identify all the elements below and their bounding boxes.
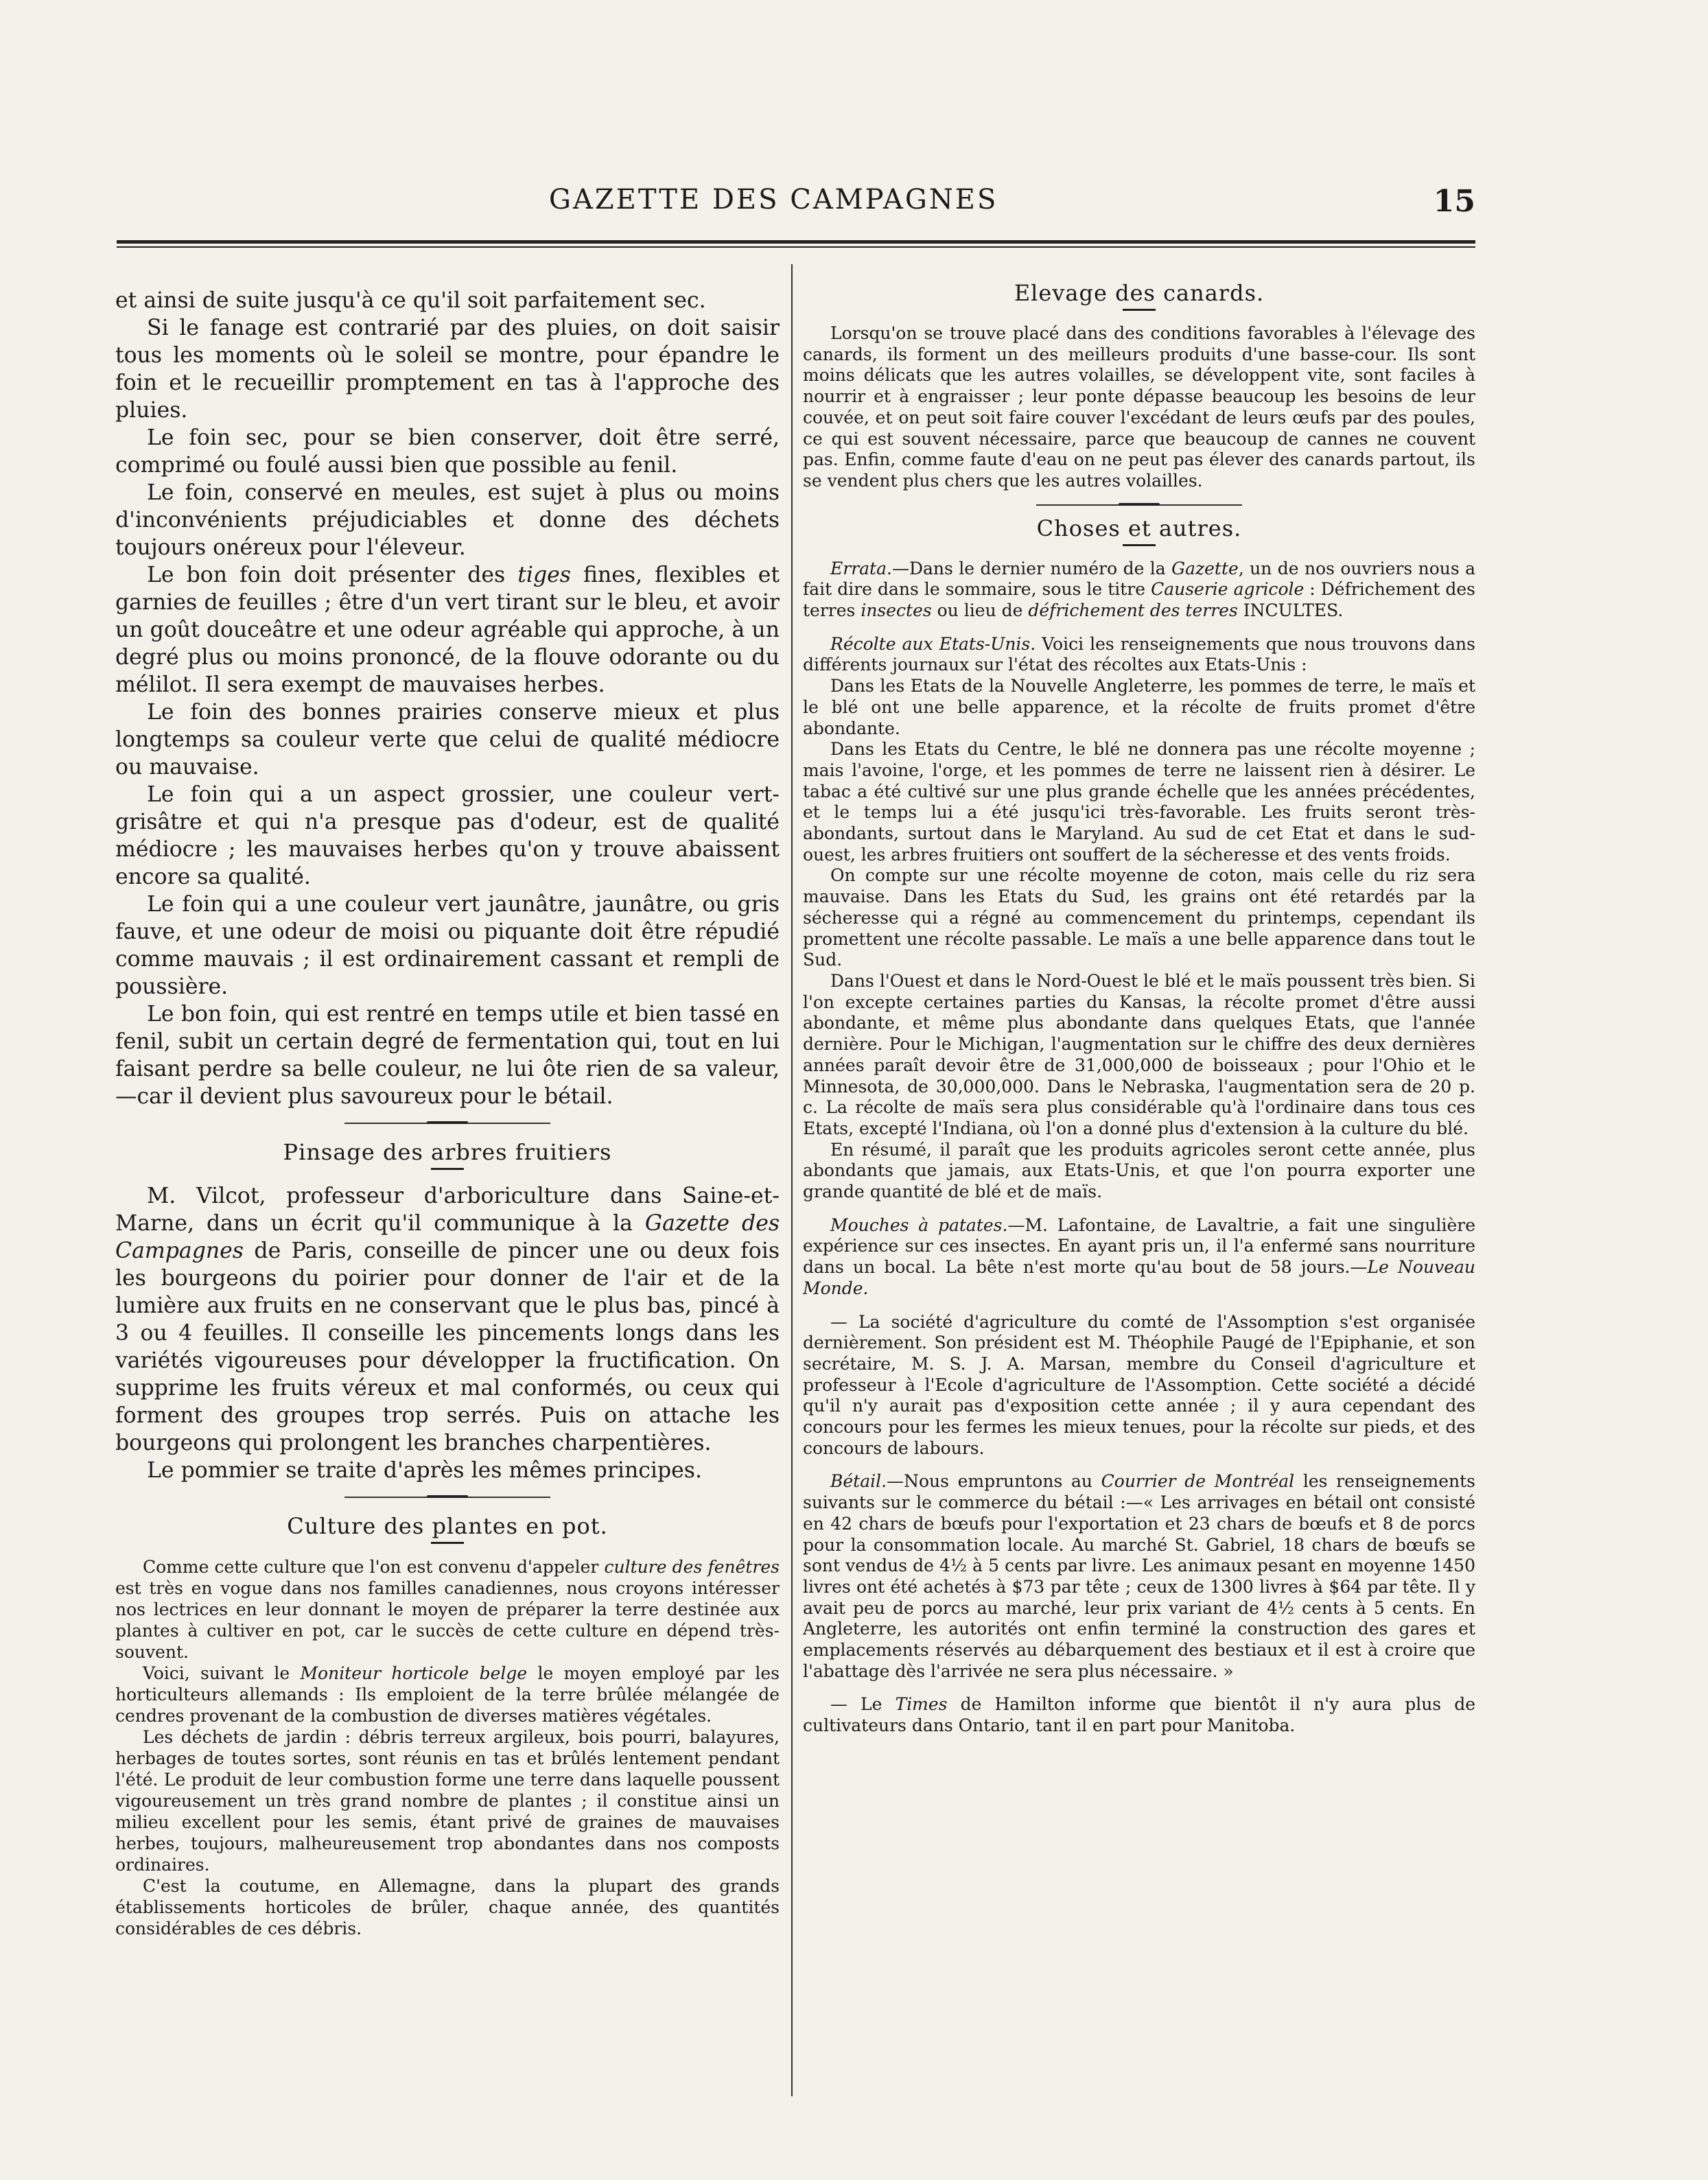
section-title: Pinsage des arbres fruitiers — [283, 1139, 612, 1165]
paragraph: et ainsi de suite jusqu'à ce qu'il soit parfaitement sec. — [115, 288, 706, 313]
section-title: Culture des plantes en pot. — [287, 1513, 608, 1539]
paragraph: Voici, suivant le Moniteur horticole belge le moyen employé par les horticulteurs allemands : Ils emploient de la terre brûlée mélangée de cendres provenant de la combustion de diverses matières végétales. — [115, 1663, 780, 1726]
paragraph: En résumé, il paraît que les produits agricoles seront cette année, plus abondants que jamais, aux Etats-Unis, et que l'on pourra exporter une grande quantité de blé et de maïs. — [803, 1139, 1475, 1202]
title-dash — [431, 1542, 464, 1544]
paragraph: Le foin qui a un aspect grossier, une couleur vert-grisâtre et qui n'a presque pas d'odeur, est de qualité médiocre ; les mauvaises herbes qu'on y trouve abaissent encore sa qualité. — [115, 782, 780, 889]
title-dash — [1123, 544, 1156, 546]
paragraph: Le foin qui a une couleur vert jaunâtre, jaunâtre, ou gris fauve, et une odeur de moisi ou piquante doit être répudié comme mauvais ; il est ordinairement cassant et rempli de poussière. — [115, 892, 780, 999]
title-dash — [1123, 309, 1156, 311]
paragraph: Le bon foin doit présenter des tiges fines, flexibles et garnies de feuilles ; être d'un vert tirant sur le bleu, et avoir un goût douceâtre et une odeur agréable qui approche, à un degré plus ou moins prononcé, de la flouve odorante ou du mélilot. Il sera exempt de mauvaises herbes. — [115, 563, 780, 697]
paragraph: Le foin des bonnes prairies conserve mieux et plus longtemps sa couleur verte que celui de qualité médiocre ou mauvaise. — [115, 700, 780, 780]
paragraph: Le pommier se traite d'après les mêmes principes. — [147, 1458, 702, 1483]
running-head — [110, 184, 1475, 225]
right-column — [803, 280, 1475, 1737]
paragraph: Récolte aux Etats-Unis. Voici les renseignements que nous trouvons dans différents journaux sur l'état des récoltes aux Etats-Unis : — [803, 633, 1475, 675]
paragraph: — Le Times de Hamilton informe que bientôt il n'y aura plus de cultivateurs dans Ontario, tant il en part pour Manitoba. — [803, 1694, 1475, 1736]
section-separator — [1036, 504, 1242, 506]
paragraph: Dans les Etats de la Nouvelle Angleterre, les pommes de terre, le maïs et le blé ont une belle apparence, et la récolte de fruits promet d'être abondante. — [803, 676, 1475, 738]
section-separator — [344, 1123, 550, 1124]
header-rule — [117, 240, 1475, 248]
paragraph: — La société d'agriculture du comté de l'Assomption s'est organisée dernièrement. Son président est M. Théophile Paugé de l'Epiphanie, et son secrétaire, M. S. J. A. Marsan, membre du Conseil d'agriculture et professeur à l'Ecole d'agriculture de l'Assomption. Cette société a décidé qu'il n'y aurait pas d'exposition cette année ; il y aura cependant des concours pour les fermes les mieux tenues, pour la récolte sur pieds, et des concours de labours. — [803, 1311, 1475, 1458]
paragraph: Le foin sec, pour se bien conserver, doit être serré, comprimé ou foulé aussi bien que possible au fenil. — [115, 425, 780, 478]
paragraph: Mouches à patates.—M. Lafontaine, de Lavaltrie, a fait une singulière expérience sur ces insectes. En ayant pris un, il l'a enfermé sans nourriture dans un bocal. La bête n'est morte qu'au bout de 58 jours.—Le Nouveau Monde. — [803, 1215, 1475, 1298]
paragraph: Les déchets de jardin : débris terreux argileux, bois pourri, balayures, herbages de toutes sortes, sont réunis en tas et brûlés lentement pendant l'été. Le produit de leur combustion forme une terre dans laquelle poussent vigoureusement un très grand nombre de plantes ; il constitue ainsi un milieu excellent pour les semis, étant privé de graines de mauvaises herbes, toujours, malheureusement trop abondantes dans nos composts ordinaires. — [115, 1727, 780, 1875]
paragraph: Le foin, conservé en meules, est sujet à plus ou moins d'inconvénients préjudiciables et donne des déchets toujours onéreux pour l'éleveur. — [115, 480, 780, 560]
paragraph: Comme cette culture que l'on est convenu d'appeler culture des fenêtres est très en vogue dans nos familles canadiennes, nous croyons intéresser nos lectrices en leur donnant le moyen de préparer la terre destinée aux plantes à cultiver en pot, car le succès de cette culture en dépend très-souvent. — [115, 1557, 780, 1662]
section-title: Choses et autres. — [1036, 515, 1242, 541]
paragraph: Le bon foin, qui est rentré en temps utile et bien tassé en fenil, subit un certain degré de fermentation qui, tout en lui faisant perdre sa belle couleur, ne lui ôte rien de sa valeur,—car il devient plus savoureux pour le bétail. — [115, 1002, 780, 1109]
paragraph: Lorsqu'on se trouve placé dans des conditions favorables à l'élevage des canards, ils forment un des meilleurs produits d'une basse-cour. Ils sont moins délicats que les autres volailles, se développent vite, sont faciles à nourrir et à engraisser ; leur ponte dépasse beaucoup les besoins de leur couvée, et on peut soit faire couver l'excédant de leurs œufs par des poules, ce qui est souvent nécessaire, parce que beaucoup de cannes ne couvent pas. Enfin, comme faute d'eau on ne peut pas élever des canards partout, ils se vendent plus chers que les autres volailles. — [803, 323, 1475, 491]
title-dash — [431, 1168, 464, 1170]
left-column — [115, 287, 780, 1939]
paragraph: Errata.—Dans le dernier numéro de la Gazette, un de nos ouvriers nous a fait dire dans le sommaire, sous le titre Causerie agricole : Défrichement des terres insectes ou lieu de défrichement des terres INCULTES. — [803, 558, 1475, 621]
journal-title: GAZETTE DES CAMPAGNES — [549, 184, 998, 215]
paragraph: Dans l'Ouest et dans le Nord-Ouest le blé et le maïs poussent très bien. Si l'on excepte certaines parties du Kansas, la récolte promet d'être aussi abondante, et même plus abondante dans quelques Etats, que l'année dernière. Pour le Michigan, l'augmentation sur le chiffre des deux dernières années paraît devoir être de 31,000,000 de boisseaux ; pour l'Ohio et le Minnesota, de 30,000,000. Dans le Nebraska, l'augmentation sera de 20 p. c. La récolte de maïs sera plus considérable qu'à l'ordinaire dans tous ces Etats, excepté l'Indiana, où l'on a donné plus d'extension à la culture du blé. — [803, 970, 1475, 1138]
paragraph: C'est la coutume, en Allemagne, dans la plupart des grands établissements horticoles de brûler, chaque année, des quantités considérables de ces débris. — [115, 1876, 780, 1938]
paragraph: M. Vilcot, professeur d'arboriculture dans Saine-et-Marne, dans un écrit qu'il communique à la Gazette des Campagnes de Paris, conseille de pincer une ou deux fois les bourgeons du poirier pour donner de l'air et de la lumière aux fruits en ne conservant que le plus bas, pincé à 3 ou 4 feuilles. Il conseille les pincements longs dans les variétés vigoureuses pour développer la fructification. On supprime les fruits véreux et mal conformés, ou ceux qui forment des groupes trop serrés. Puis on attache les bourgeons qui prolongent les branches charpentières. — [115, 1184, 780, 1455]
page-number: 15 — [1433, 184, 1475, 219]
paragraph: Dans les Etats du Centre, le blé ne donnera pas une récolte moyenne ; mais l'avoine, l'orge, et les pommes de terre ne laissent rien à désirer. Le tabac a été cultivé sur une plus grande échelle que les années précédentes, et le temps lui a été jusqu'ici très-favorable. Les fruits seront très-abondants, surtout dans le Maryland. Au sud de cet Etat et dans le sud-ouest, les arbres fruitiers ont souffert de la sécheresse et des vents froids. — [803, 739, 1475, 865]
column-rule — [791, 264, 793, 2096]
paragraph: Bétail.—Nous empruntons au Courrier de Montréal les renseignements suivants sur le commerce du bétail :—« Les arrivages en bétail ont consisté en 42 chars de bœufs pour l'exportation et 23 chars de bœufs et 8 de porcs pour la consommation locale. Au marché St. Gabriel, 18 chars de bœufs se sont vendus de 4½ à 5 cents par livre. Les animaux pesant en moyenne 1450 livres ont été achetés à $73 par tête ; ceux de 1300 livres à $64 par tête. Il y avait peu de porcs au marché, leur prix variant de 4½ cents à 5 cents. En Angleterre, les autorités ont enfin terminé la construction des gares et emplacements réservés au débarquement des bestiaux et il est à croire que l'abattage dès l'arrivée ne sera plus nécessaire. » — [803, 1471, 1475, 1681]
paragraph: On compte sur une récolte moyenne de coton, mais celle du riz sera mauvaise. Dans les Etats du Sud, les grains ont été retardés par la sécheresse qui a régné au commencement du printemps, cependant ils promettent une récolte passable. Le maïs a une belle apparence dans tout le Sud. — [803, 865, 1475, 970]
section-separator — [344, 1497, 550, 1498]
paragraph: Si le fanage est contrarié par des pluies, on doit saisir tous les moments où le soleil se montre, pour épandre le foin et le recueillir promptement en tas à l'approche des pluies. — [115, 316, 780, 423]
section-title: Elevage des canards. — [1014, 280, 1265, 306]
